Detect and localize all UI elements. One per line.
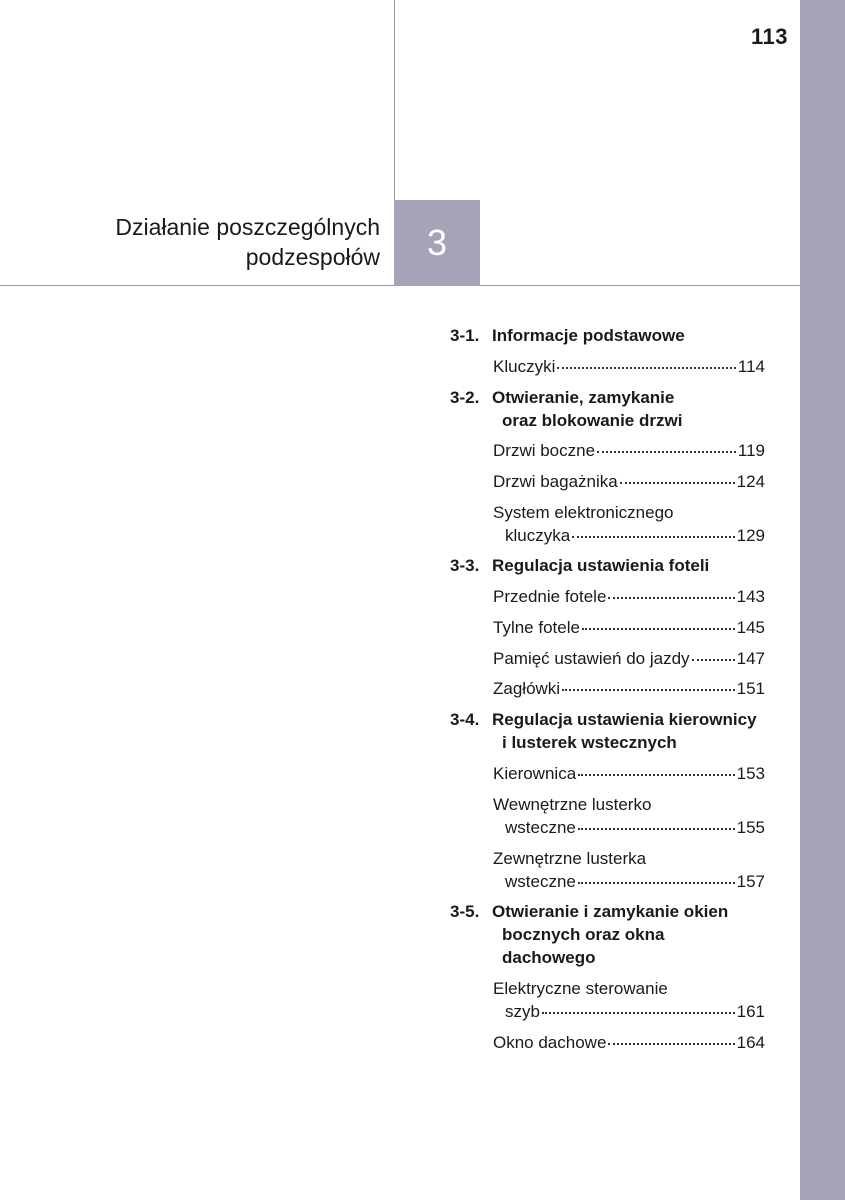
dot-leader <box>597 451 736 453</box>
toc-entry-label: wsteczne <box>505 872 576 891</box>
toc-entry-label: Tylne fotele <box>493 618 580 637</box>
toc-entry-page: 157 <box>736 872 765 891</box>
section-heading <box>450 554 770 577</box>
toc-entry-label: Drzwi boczne <box>493 441 596 460</box>
section-heading <box>450 900 770 969</box>
toc-entry-line <box>493 816 765 839</box>
dot-leader <box>692 659 735 661</box>
toc-entry-label: Pamięć ustawień do jazdy <box>493 649 690 668</box>
toc-entry-label: wsteczne <box>505 818 576 837</box>
toc-entry-line <box>493 762 765 785</box>
toc-entry-line <box>493 647 765 670</box>
toc-entry[interactable] <box>493 977 765 1023</box>
toc-entry-line <box>493 977 765 1000</box>
chapter-title-line: Działanie poszczególnych <box>115 214 380 240</box>
section-title <box>492 708 770 754</box>
toc-entry-page: 164 <box>736 1033 765 1052</box>
toc-entry-label: Kluczyki <box>493 357 556 376</box>
toc-entry-line <box>493 439 765 462</box>
toc-entry[interactable] <box>493 355 765 378</box>
toc-entry-label: Zagłówki <box>493 679 561 698</box>
toc-entry-page: 129 <box>736 526 765 545</box>
toc-entry-page: 143 <box>736 587 765 606</box>
section-title-line: bocznych oraz okna <box>502 925 665 944</box>
section-title <box>492 386 770 432</box>
dot-leader <box>608 1043 734 1045</box>
dot-leader <box>542 1012 735 1014</box>
toc-entry[interactable] <box>493 585 765 608</box>
toc-entry[interactable] <box>493 647 765 670</box>
section-number: 3-2. <box>450 388 480 407</box>
section-title <box>492 324 770 347</box>
page-number: 113 <box>751 24 788 49</box>
dot-leader <box>578 828 735 830</box>
chapter-number: 3 <box>426 222 448 263</box>
dot-leader <box>620 482 735 484</box>
section-title-line: dachowego <box>502 948 596 967</box>
toc-entry-label: Kierownica <box>493 764 577 783</box>
section-heading <box>450 708 770 754</box>
section-title-line: Otwieranie i zamykanie okien <box>492 902 729 921</box>
section-heading <box>450 324 770 347</box>
dot-leader <box>562 689 735 691</box>
toc-entry[interactable] <box>493 470 765 493</box>
section-number: 3-4. <box>450 710 480 729</box>
dot-leader <box>582 628 735 630</box>
chapter-title-line: podzespołów <box>245 244 380 270</box>
toc-entry-label: Okno dachowe <box>493 1033 607 1052</box>
dot-leader <box>572 536 734 538</box>
section-title-line: Informacje podstawowe <box>492 326 685 345</box>
section-title-line: Regulacja ustawienia kierownicy <box>492 710 757 729</box>
toc-entry-label: Zewnętrzne lusterka <box>493 849 647 868</box>
section-number: 3-5. <box>450 902 480 921</box>
toc-entry-label: Elektryczne sterowanie <box>493 979 668 998</box>
toc-entry-label: System elektronicznego <box>493 503 674 522</box>
section-number: 3-1. <box>450 326 480 345</box>
toc-entry-page: 124 <box>736 472 765 491</box>
dot-leader <box>608 597 734 599</box>
toc-entry-line <box>493 847 765 870</box>
toc-entry[interactable] <box>493 793 765 839</box>
toc-entry[interactable] <box>493 847 765 893</box>
toc-entry-page: 153 <box>736 764 765 783</box>
dot-leader <box>557 367 736 369</box>
section-title-line: Otwieranie, zamykanie <box>492 388 675 407</box>
section-heading <box>450 386 770 432</box>
toc-entry-page: 119 <box>737 441 765 460</box>
toc-entry-line <box>493 355 765 378</box>
toc-entry[interactable] <box>493 501 765 547</box>
dot-leader <box>578 882 735 884</box>
toc-entry-line <box>493 470 765 493</box>
section-title-line: oraz blokowanie drzwi <box>502 411 683 430</box>
chapter-side-tab <box>800 0 845 1200</box>
toc-entry-label: Drzwi bagażnika <box>493 472 618 491</box>
toc-entry-line <box>493 677 765 700</box>
toc-entry-label: Wewnętrzne lusterko <box>493 795 652 814</box>
section-title-line: Regulacja ustawienia foteli <box>492 556 710 575</box>
section-number: 3-3. <box>450 556 480 575</box>
toc-entry-page: 114 <box>737 357 765 376</box>
toc-entry-page: 161 <box>736 1002 765 1021</box>
section-title <box>492 900 770 969</box>
toc-entry-line <box>493 1031 765 1054</box>
toc-entry-page: 145 <box>736 618 765 637</box>
toc-entry-page: 147 <box>736 649 765 668</box>
toc-entry-line <box>493 793 765 816</box>
toc-entry-label: kluczyka <box>505 526 571 545</box>
toc-entry-page: 151 <box>736 679 765 698</box>
toc-entry[interactable] <box>493 616 765 639</box>
toc-entry-line <box>493 585 765 608</box>
toc-entry-label: Przednie fotele <box>493 587 607 606</box>
section-title-line: i lusterek wstecznych <box>502 733 677 752</box>
toc-entry-line <box>493 1000 765 1023</box>
dot-leader <box>578 774 734 776</box>
toc-entry-page: 155 <box>736 818 765 837</box>
toc-entry[interactable] <box>493 1031 765 1054</box>
toc-entry-line <box>493 616 765 639</box>
chapter-number-box <box>394 200 480 286</box>
toc-entry[interactable] <box>493 677 765 700</box>
chapter-title <box>40 212 380 272</box>
toc-entry-line <box>493 870 765 893</box>
section-title <box>492 554 770 577</box>
toc-entry[interactable] <box>493 762 765 785</box>
toc-entry-line <box>493 501 765 524</box>
toc-entry-label: szyb <box>505 1002 540 1021</box>
toc-entry[interactable] <box>493 439 765 462</box>
toc-entry-line <box>493 524 765 547</box>
